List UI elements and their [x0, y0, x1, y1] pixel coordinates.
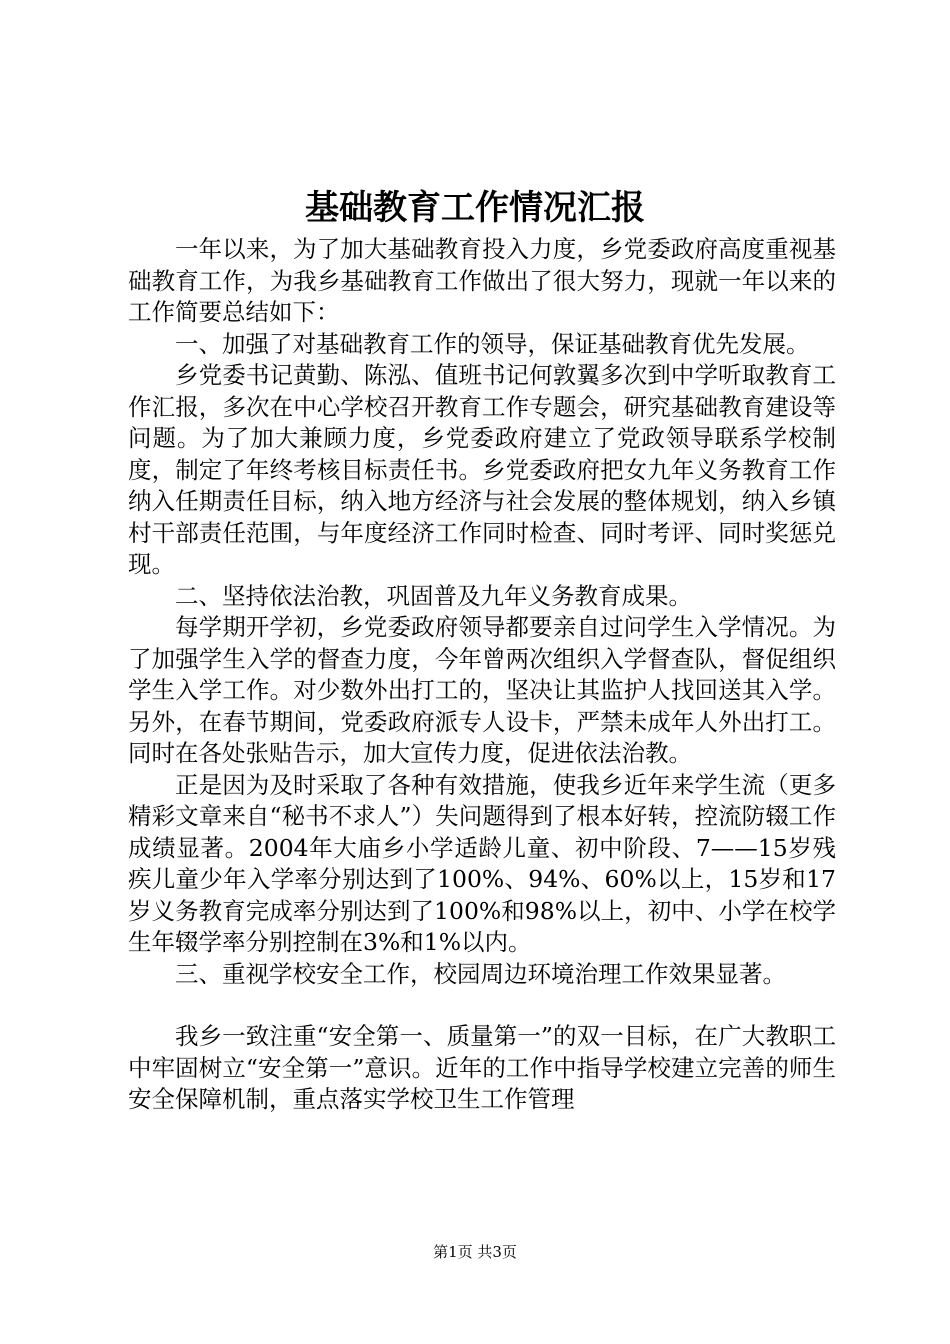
paragraph-intro: 一年以来，为了加大基础教育投入力度，乡党委政府高度重视基础教育工作，为我乡基础教育工作做出了很大努力，现就一年以来的工作简要总结如下：: [128, 235, 836, 326]
section-heading-3: 三、重视学校安全工作，校园周边环境治理工作效果显著。: [175, 959, 786, 988]
page-footer: 第1页 共3页: [433, 1243, 517, 1261]
paragraph-leadership: 乡党委书记黄勤、陈泓、值班书记何敦翼多次到中学听取教育工作汇报，多次在中心学校召开教育工作专题会，研究基础教育建设等问题。为了加大兼顾力度，乡党委政府建立了党政领导联系学校制度，制定了年终考核目标责任书。乡党委政府把女九年义务教育工作纳入任期责任目标，纳入地方经济与社会发展的整体规划，纳入乡镇村干部责任范围，与年度经济工作同时检查、同时考评、同时奖惩兑现。: [128, 361, 836, 578]
section-heading-2: 二、坚持依法治教，巩固普及九年义务教育成果。: [175, 581, 692, 610]
document-body: [128, 234, 836, 1116]
paragraph-results: 正是因为及时采取了各种有效措施，使我乡近年来学生流（更多精彩文章来自“秘书不求人”）失问题得到了根本好转，控流防辍工作成绩显著。2004年大庙乡小学适龄儿童、初中阶段、7——15岁残疾儿童少年入学率分别达到了100%、94%、60%以上，15岁和17岁义务教育完成率分别达到了100%和98%以上，初中、小学在校学生年辍学率分别控制在3%和1%以内。: [128, 770, 836, 956]
section-heading-1: 一、加强了对基础教育工作的领导，保证基础教育优先发展。: [175, 329, 810, 358]
paragraph-safety: 我乡一致注重“安全第一、质量第一”的双一目标，在广大教职工中牢固树立“安全第一”意识。近年的工作中指导学校建立完善的师生安全保障机制，重点落实学校卫生工作管理: [128, 1022, 836, 1113]
paragraph-enrollment: 每学期开学初，乡党委政府领导都要亲自过问学生入学情况。为了加强学生入学的督查力度，今年曾两次组织入学督查队，督促组织学生入学工作。对少数外出打工的，坚决让其监护人找回送其入学。另外，在春节期间，党委政府派专人设卡，严禁未成年人外出打工。同时在各处张贴告示，加大宣传力度，促进依法治教。: [128, 613, 836, 767]
document-title: 基础教育工作情况汇报: [305, 188, 645, 228]
